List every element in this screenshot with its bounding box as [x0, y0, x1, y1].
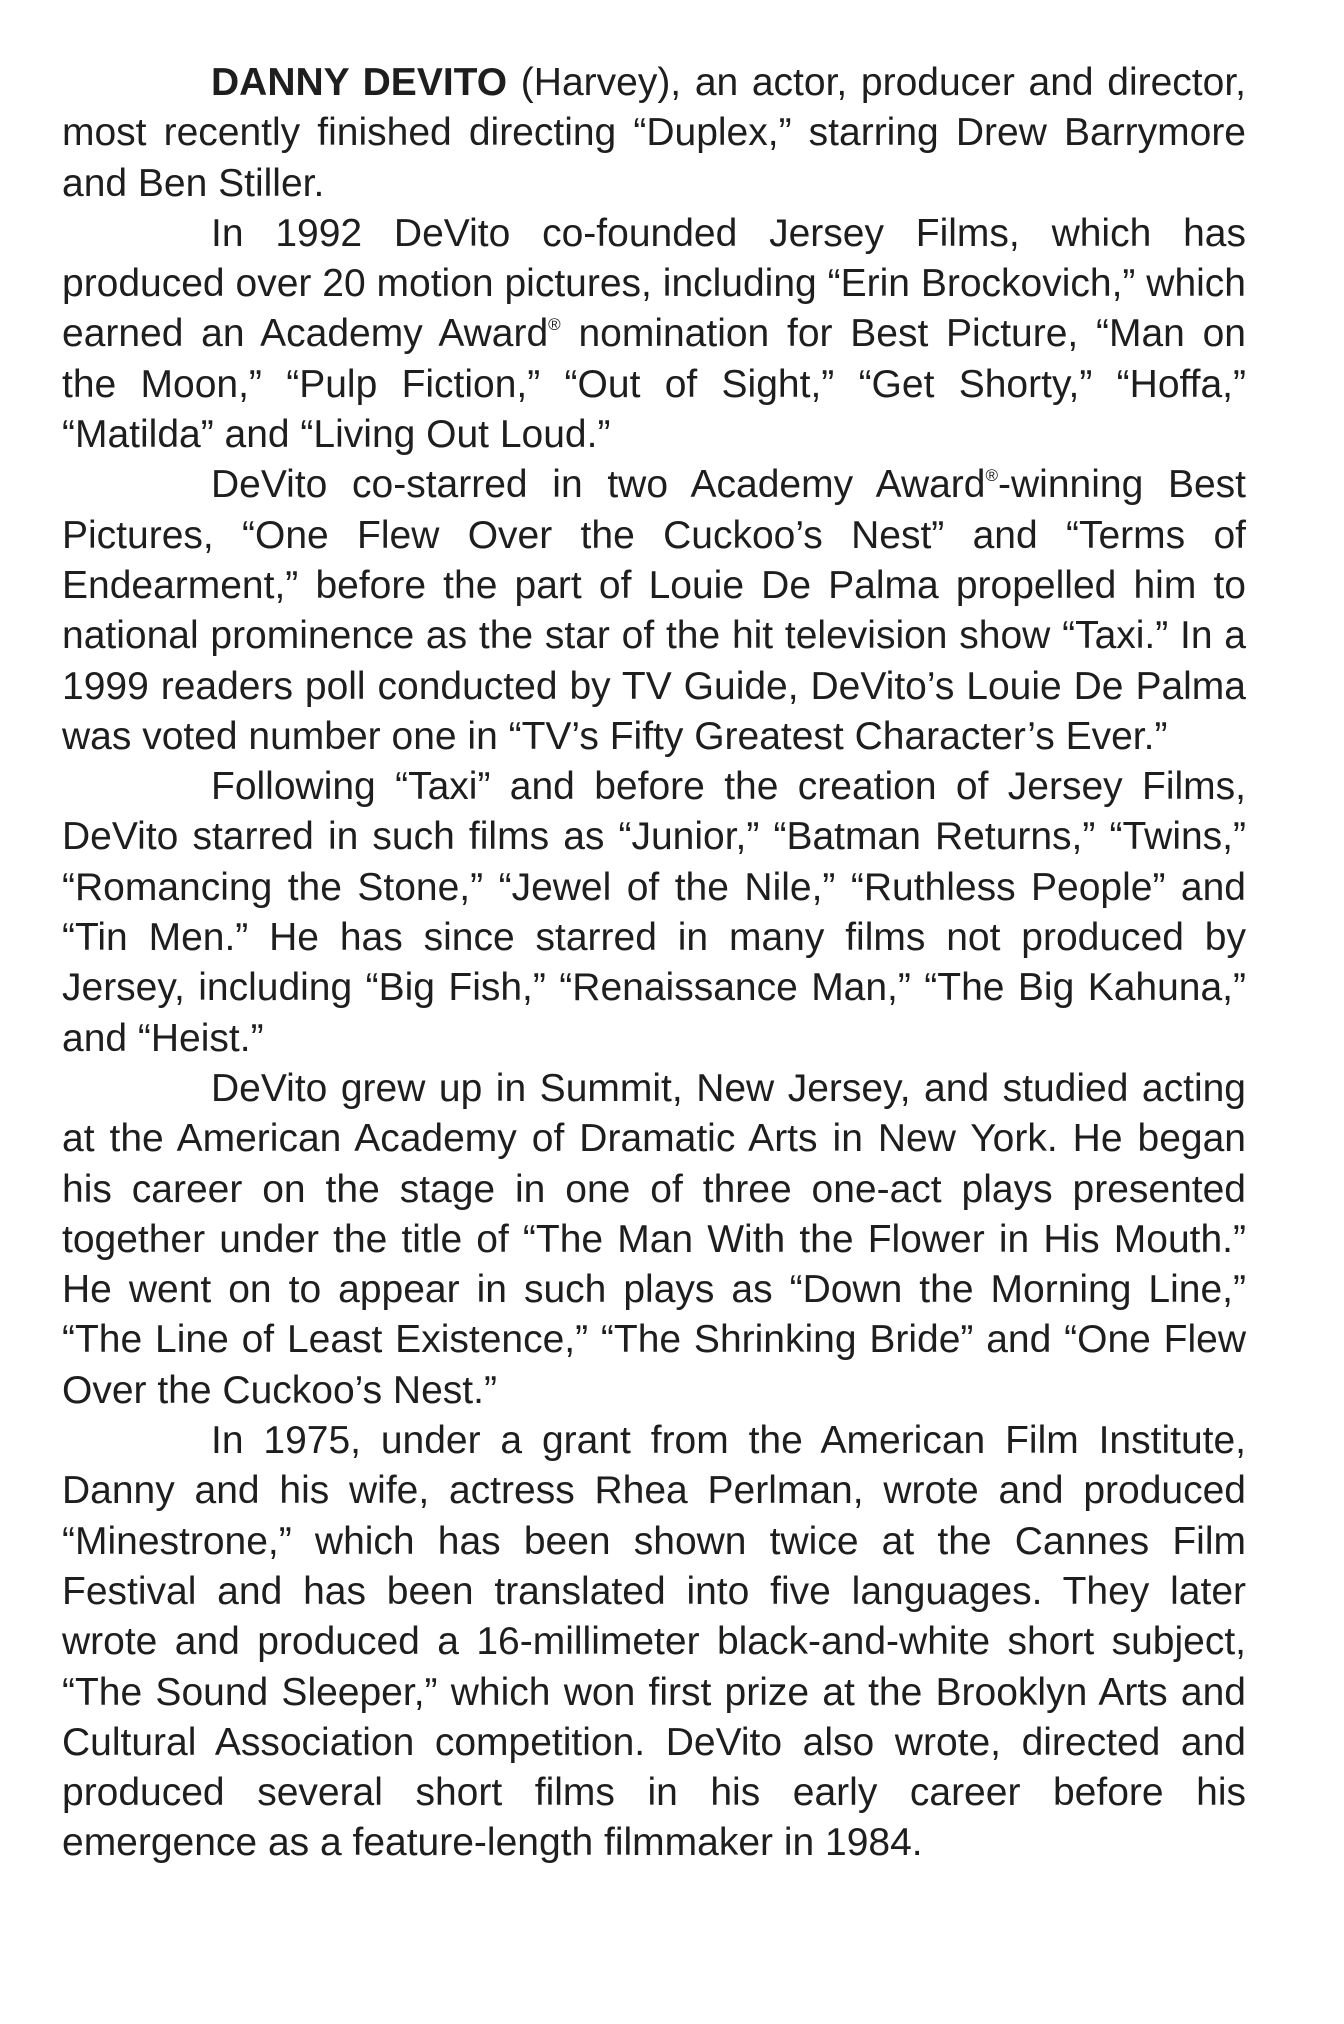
paragraph-films: Following “Taxi” and before the creation of Jersey Films, DeVito starred in such films as “Junior,” “Batman Returns,” “Twins,” “Romancing the Stone,” “Jewel of the Nile,” “Ruthless People” and “Tin Men.” He has since starred in many films not produced by Jersey, including “Big Fish,” “Renaissance Man,” “The Big Kahuna,” and “Heist.” [62, 765, 1246, 1060]
paragraph-taxi-text-a: DeVito co-starred in two Academy Award [211, 463, 986, 507]
paragraph-early-life: DeVito grew up in Summit, New Jersey, and studied acting at the American Academy of Dramatic Arts in New York. He began his career on the stage in one of three one-act plays presented together under the title of “The Man With the Flower in His Mouth.” He went on to appear in such plays as “Down the Morning Line,” “The Line of Least Existence,” “The Shrinking Bride” and “One Flew Over the Cuckoo’s Nest.” [62, 1066, 1246, 1412]
paragraph-taxi [62, 460, 1246, 762]
paragraph-intro-text: (Harvey), an actor, producer and director, most recently finished directing “Duplex,” starring Drew Barrymore and Ben Stiller. [62, 61, 1247, 205]
paragraph-jersey-films-text-a: In 1992 DeVito co-founded Jersey Films, which has produced over 20 motion pictures, including “Erin Brockovich,” which earned an Academy Award [62, 211, 1246, 356]
biography-text [62, 58, 1246, 1869]
paragraph-minestrone: In 1975, under a grant from the American Film Institute, Danny and his wife, actress Rhea Perlman, wrote and produced “Minestrone,” which has been shown twice at the Cannes Film Festival and has been translated into five languages. They later wrote and produced a 16-millimeter black-and-white short subject, “The Sound Sleeper,” which won first prize at the Brooklyn Arts and Cultural Association competition. DeVito also wrote, directed and produced several short films in his early career before his emergence as a feature-length filmmaker in 1984. [62, 1419, 1246, 1865]
paragraph-jersey-films-text-b: nomination for Best Picture, “Man on the Moon,” “Pulp Fiction,” “Out of Sight,” “Get Shorty,” “Hoffa,” “Matilda” and “Living Out Loud.” [62, 312, 1246, 457]
registered-mark: ® [548, 315, 561, 335]
paragraph-taxi-text-b: -winning Best Pictures, “One Flew Over the Cuckoo’s Nest” and “Terms of Endearment,” before the part of Louie De Palma propelled him to national prominence as the star of the hit television show “Taxi.” In a 1999 readers poll conducted by TV Guide, DeVito’s Louie De Palma was voted number one in “TV’s Fifty Greatest Character’s Ever.” [62, 463, 1246, 758]
paragraph-intro [62, 58, 1246, 209]
actor-name: DANNY DEVITO [211, 61, 508, 104]
paragraph-jersey-films [62, 209, 1246, 460]
registered-mark: ® [985, 466, 999, 486]
